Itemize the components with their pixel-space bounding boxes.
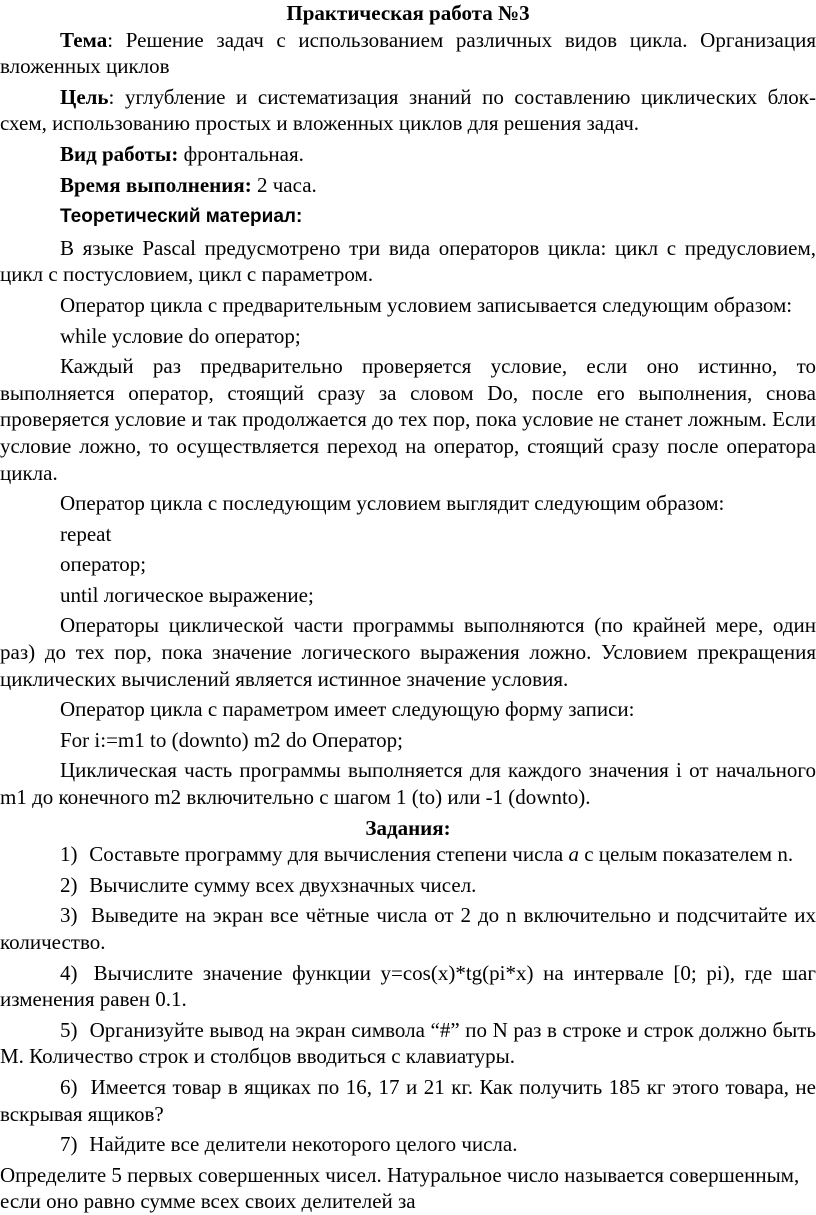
task-1-text-a: Составьте программу для вычисления степени числа xyxy=(89,842,569,867)
page-title: Практическая работа №3 xyxy=(286,1,530,25)
task-1-text-b: с целым показателем n. xyxy=(578,842,794,867)
time-paragraph xyxy=(0,172,816,199)
task-perfect-numbers: Определите 5 первых совершенных чисел. Натуральное число называется совершенным, если оно равно сумме всех своих делителей за xyxy=(0,1162,800,1214)
theory-heading: Теоретический материал: xyxy=(60,206,303,228)
tasks-heading: Задания: xyxy=(365,815,451,840)
task-3-text: Выведите на экран все чётные числа от 2 до n включительно и подсчитайте их количество. xyxy=(0,903,816,954)
task-4 xyxy=(0,960,816,1013)
theory-paragraph-5: Операторы циклической части программы выполняются (по крайней мере, один раз) до тех пор, пока значение логического выражения ложно. Условием прекращения циклических вычислений является истинное значение условия. xyxy=(0,613,816,691)
task-1-number: 1) xyxy=(60,842,78,867)
theory-heading-paragraph xyxy=(0,202,816,231)
task-5 xyxy=(0,1017,816,1070)
theory-paragraph-7: Циклическая часть программы выполняется для каждого значения i от начального m1 до конечного m2 включительно с шагом 1 (to) или -1 (downto). xyxy=(0,758,816,810)
task-6-number: 6) xyxy=(60,1074,78,1099)
theory-paragraph-4: Оператор цикла с последующим условием выглядит следующим образом: xyxy=(60,491,725,516)
theory-paragraph-3: Каждый раз предварительно проверяется условие, если оно истинно, то выполняется оператор, стоящий сразу за словом Do, после его выполнения, снова проверяется условие и так продолжается до тех пор, пока условие не станет ложным. Если условие ложно, то осуществляется переход на оператор, стоящий сразу после оператора цикла. xyxy=(0,354,816,485)
work-type-text: фронтальная. xyxy=(178,141,304,166)
code-line-while: while условие do оператор; xyxy=(60,323,301,348)
task-3-number: 3) xyxy=(60,903,78,928)
task-6 xyxy=(0,1074,816,1127)
task-4-text: Вычислите значение функции y=cos(x)*tg(pi*x) на интервале [0; pi), где шаг изменения равен 0.1. xyxy=(0,960,816,1012)
code-line-operator: оператор; xyxy=(60,552,147,577)
time-label: Время выполнения: xyxy=(60,172,252,197)
task-3 xyxy=(0,902,816,955)
task-7-number: 7) xyxy=(60,1132,78,1157)
work-type-paragraph xyxy=(0,141,816,168)
goal-text: : углубление и систематизация знаний по составлению циклических блок-схем, использованию простых и вложенных циклов для решения задач. xyxy=(0,84,816,136)
goal-label: Цель xyxy=(60,84,109,109)
theory-paragraph-1: В языке Pascal предусмотрено три вида операторов цикла: цикл с предусловием, цикл с постусловием, цикл с параметром. xyxy=(0,235,816,287)
task-5-text: Организуйте вывод на экран символа “#” по N раз в строке и строк должно быть M. Количество строк и столбцов вводиться с клавиатуры. xyxy=(0,1017,816,1069)
task-7 xyxy=(0,1131,816,1158)
work-type-label: Вид работы: xyxy=(60,141,179,166)
theory-paragraph-6: Оператор цикла с параметром имеет следующую форму записи: xyxy=(60,697,635,722)
task-2-text: Вычислите сумму всех двухзначных чисел. xyxy=(89,872,477,897)
task-4-number: 4) xyxy=(60,960,78,985)
code-line-for: For i:=m1 to (downto) m2 do Оператор; xyxy=(60,727,403,752)
task-2-number: 2) xyxy=(60,872,78,897)
task-7-text: Найдите все делители некоторого целого числа. xyxy=(89,1132,518,1157)
topic-paragraph xyxy=(0,27,816,80)
task-6-text: Имеется товар в ящиках по 16, 17 и 21 кг. Как получить 185 кг этого товара, не вскрывая ящиков? xyxy=(0,1074,816,1126)
goal-paragraph xyxy=(0,84,816,137)
theory-paragraph-2: Оператор цикла с предварительным условием записывается следующим образом: xyxy=(60,292,793,317)
task-1 xyxy=(0,841,816,868)
task-2 xyxy=(0,872,816,899)
topic-text: : Решение задач с использованием различных видов цикла. Организация вложенных циклов xyxy=(0,27,816,79)
time-text: 2 часа. xyxy=(251,172,317,197)
topic-label: Тема xyxy=(60,27,108,52)
task-5-number: 5) xyxy=(60,1017,78,1042)
code-line-repeat: repeat xyxy=(60,521,112,546)
code-line-until: until логическое выражение; xyxy=(60,582,314,607)
task-1-variable: a xyxy=(568,842,579,867)
